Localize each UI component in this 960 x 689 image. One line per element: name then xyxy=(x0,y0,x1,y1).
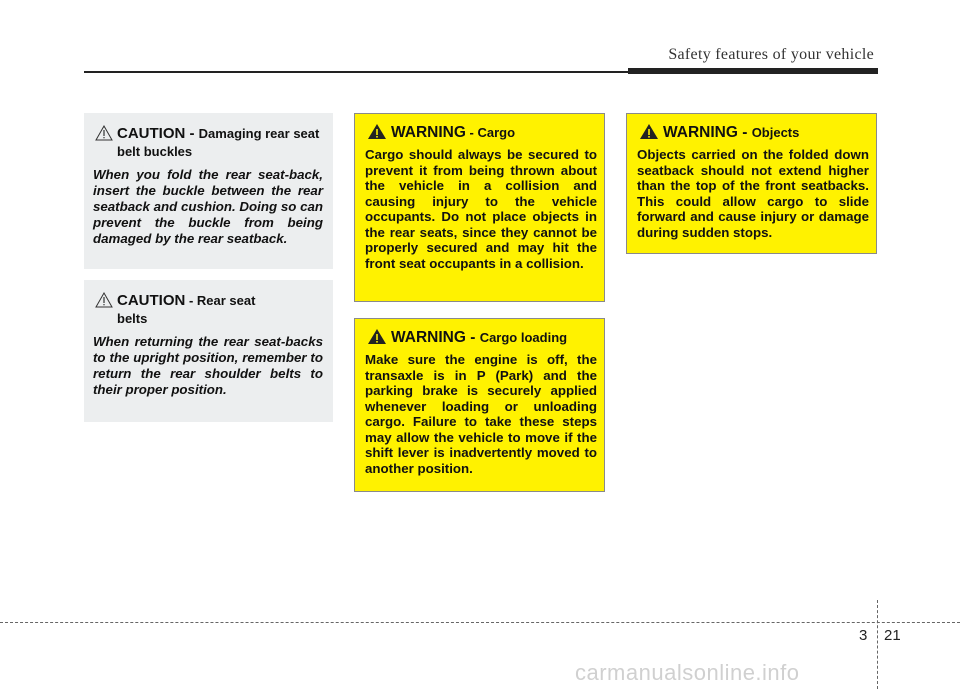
warning-subject: Cargo loading xyxy=(479,330,568,345)
caution-body: When returning the rear seat-backs to the upright position, remember to return the rear shoulder belts to their proper position. xyxy=(93,334,323,397)
header-rule-bold xyxy=(628,68,878,74)
page-header-title: Safety features of your vehicle xyxy=(668,46,874,63)
footer-rule xyxy=(0,622,960,623)
warning-triangle-icon xyxy=(367,328,387,345)
warning-heading xyxy=(365,124,597,142)
caution-heading xyxy=(93,292,282,328)
warning-body: Make sure the engine is off, the transaxle is in P (Park) and the parking brake is securely applied whenever loading or unloading cargo. Failure to take these steps may allow the vehicle to move if the shift lever is inadvertently moved to another position. xyxy=(365,352,597,476)
warning-label: WARNING xyxy=(391,124,466,141)
caution-triangle-icon xyxy=(95,125,113,141)
warning-triangle-icon xyxy=(639,123,659,140)
warning-heading xyxy=(637,124,869,142)
warning-label: WARNING - xyxy=(663,124,752,141)
chapter-number: 3 xyxy=(859,627,868,644)
caution-subject: - Rear seat belts xyxy=(117,293,256,326)
caution-box-seat-belt-buckles xyxy=(84,113,333,269)
warning-box-objects xyxy=(626,113,877,254)
page-number: 21 xyxy=(884,627,901,644)
caution-label: CAUTION xyxy=(117,292,186,309)
warning-subject: Objects xyxy=(751,125,800,140)
warning-body: Objects carried on the folded down seatback should not extend higher than the top of the front seatbacks. This could allow cargo to slide forward and cause injury or damage during sudden stops. xyxy=(637,147,869,240)
caution-subject: Damaging rear seat belt buckles xyxy=(117,126,320,159)
warning-subject: - Cargo xyxy=(465,125,516,140)
caution-box-rear-seat-belts xyxy=(84,280,333,422)
warning-label: WARNING - xyxy=(391,329,480,346)
warning-heading xyxy=(365,329,597,347)
footer-divider xyxy=(877,600,878,689)
caution-body: When you fold the rear seat-back, insert the buckle between the rear seatback and cushion. Doing so can prevent the buckle from being damaged by the rear seatback. xyxy=(93,167,323,246)
warning-box-cargo-loading xyxy=(354,318,605,492)
warning-box-cargo xyxy=(354,113,605,302)
warning-body: Cargo should always be secured to prevent it from being thrown about the vehicle in a collision and causing injury to the vehicle occupants. Do not place objects in the rear seats, since they cannot be properly secured and may hit the front seat occupants in a collision. xyxy=(365,147,597,271)
watermark: carmanualsonline.info xyxy=(575,660,800,685)
caution-triangle-icon xyxy=(95,292,113,308)
header-rule xyxy=(84,71,630,73)
warning-triangle-icon xyxy=(367,123,387,140)
caution-heading xyxy=(93,125,323,161)
caution-label: CAUTION - xyxy=(117,125,199,142)
